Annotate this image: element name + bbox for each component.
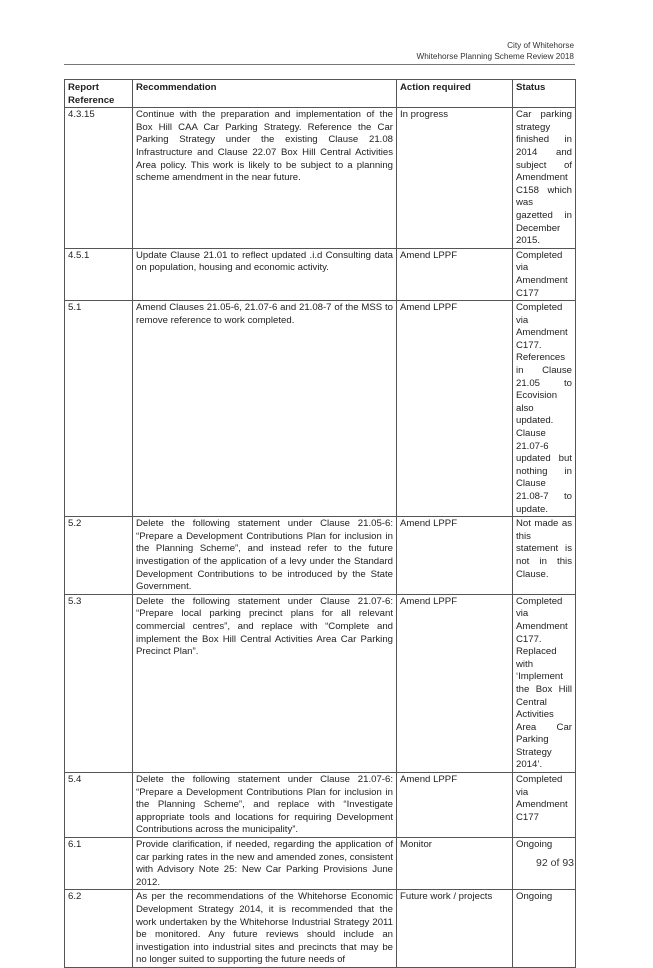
cell-status: Completed via Amendment C177 — [513, 248, 576, 300]
cell-action: In progress — [397, 108, 513, 249]
cell-action: Amend LPPF — [397, 594, 513, 772]
cell-recommendation: Delete the following statement under Clause 21.07-6: “Prepare a Development Contributions Plan for inclusion in the Planning Scheme”, and replace with “Investigate appropriate tools and locations for requiring Development Contributions across the municipality”. — [133, 773, 397, 838]
cell-ref: 4.3.15 — [65, 108, 133, 249]
cell-ref: 5.3 — [65, 594, 133, 772]
cell-status: Completed via Amendment C177 — [513, 773, 576, 838]
header-rule — [64, 64, 575, 65]
cell-ref: 5.4 — [65, 773, 133, 838]
col-header-report-reference: Report Reference — [65, 80, 133, 108]
cell-ref: 4.5.1 — [65, 248, 133, 300]
table-row — [65, 890, 576, 968]
cell-recommendation: Provide clarification, if needed, regarding the application of car parking rates in the new and amended zones, consistent with Advisory Note 25: New Car Parking Provisions June 2012. — [133, 838, 397, 890]
cell-ref: 5.2 — [65, 517, 133, 595]
cell-status: Ongoing — [513, 890, 576, 968]
cell-ref: 5.1 — [65, 301, 133, 517]
cell-status: Car parking strategy finished in 2014 and subject of Amendment C158 which was gazetted in December 2015. — [513, 108, 576, 249]
cell-status: Completed via Amendment C177. Replaced with ‘Implement the Box Hill Central Activities Area Car Parking Strategy 2014’. — [513, 594, 576, 772]
page-number: 92 of 93 — [536, 857, 574, 869]
table-row — [65, 108, 576, 249]
header-org: City of Whitehorse — [507, 41, 574, 50]
cell-ref: 6.1 — [65, 838, 133, 890]
cell-action: Amend LPPF — [397, 517, 513, 595]
cell-action: Amend LPPF — [397, 773, 513, 838]
col-header-action-required: Action required — [397, 80, 513, 108]
col-header-status: Status — [513, 80, 576, 108]
table-row — [65, 773, 576, 838]
cell-recommendation: Continue with the preparation and implementation of the Box Hill CAA Car Parking Strategy. Reference the Car Parking Strategy under the existing Clause 21.08 Infrastructure and Clause 22.07 Box Hill Central Activities Area policy. This work is likely to be subject to a planning scheme amendment in the near future. — [133, 108, 397, 249]
table-row — [65, 594, 576, 772]
cell-status: Completed via Amendment C177. References in Clause 21.05 to Ecovision also updated. Clause 21.07-6 updated but nothing in Clause 21.08-7 to update. — [513, 301, 576, 517]
cell-action: Amend LPPF — [397, 248, 513, 300]
cell-recommendation: Delete the following statement under Clause 21.05-6: “Prepare a Development Contributions Plan for inclusion in the Planning Scheme”, and instead refer to the future investigation of the application of a levy under the Standard Development Contributions to be introduced by the State Government. — [133, 517, 397, 595]
cell-recommendation: Amend Clauses 21.05-6, 21.07-6 and 21.08-7 of the MSS to remove reference to work completed. — [133, 301, 397, 517]
table-row — [65, 248, 576, 300]
cell-ref: 6.2 — [65, 890, 133, 968]
cell-recommendation: Delete the following statement under Clause 21.07-6: “Prepare local parking precinct plans for all relevant commercial centres”, and replace with “Complete and implement the Box Hill Central Activities Area Car Parking Precinct Plan”. — [133, 594, 397, 772]
cell-status: Ongoing — [513, 838, 576, 890]
table-header-row — [65, 80, 576, 108]
cell-recommendation: Update Clause 21.01 to reflect updated .i.d Consulting data on population, housing and economic activity. — [133, 248, 397, 300]
cell-action: Monitor — [397, 838, 513, 890]
recommendations-table — [64, 79, 576, 968]
col-header-recommendation: Recommendation — [133, 80, 397, 108]
page-header — [417, 41, 574, 62]
table-row — [65, 301, 576, 517]
table-row — [65, 517, 576, 595]
header-doc-title: Whitehorse Planning Scheme Review 2018 — [416, 51, 574, 61]
cell-action: Amend LPPF — [397, 301, 513, 517]
table-row — [65, 838, 576, 890]
cell-action: Future work / projects — [397, 890, 513, 968]
cell-status: Not made as this statement is not in this Clause. — [513, 517, 576, 595]
cell-recommendation: As per the recommendations of the Whitehorse Economic Development Strategy 2014, it is recommended that the work undertaken by the Whitehorse Industrial Strategy 2011 be monitored. Any future reviews should include an investigation into industrial sites and precincts that may be no longer suited to supporting the future needs of — [133, 890, 397, 968]
